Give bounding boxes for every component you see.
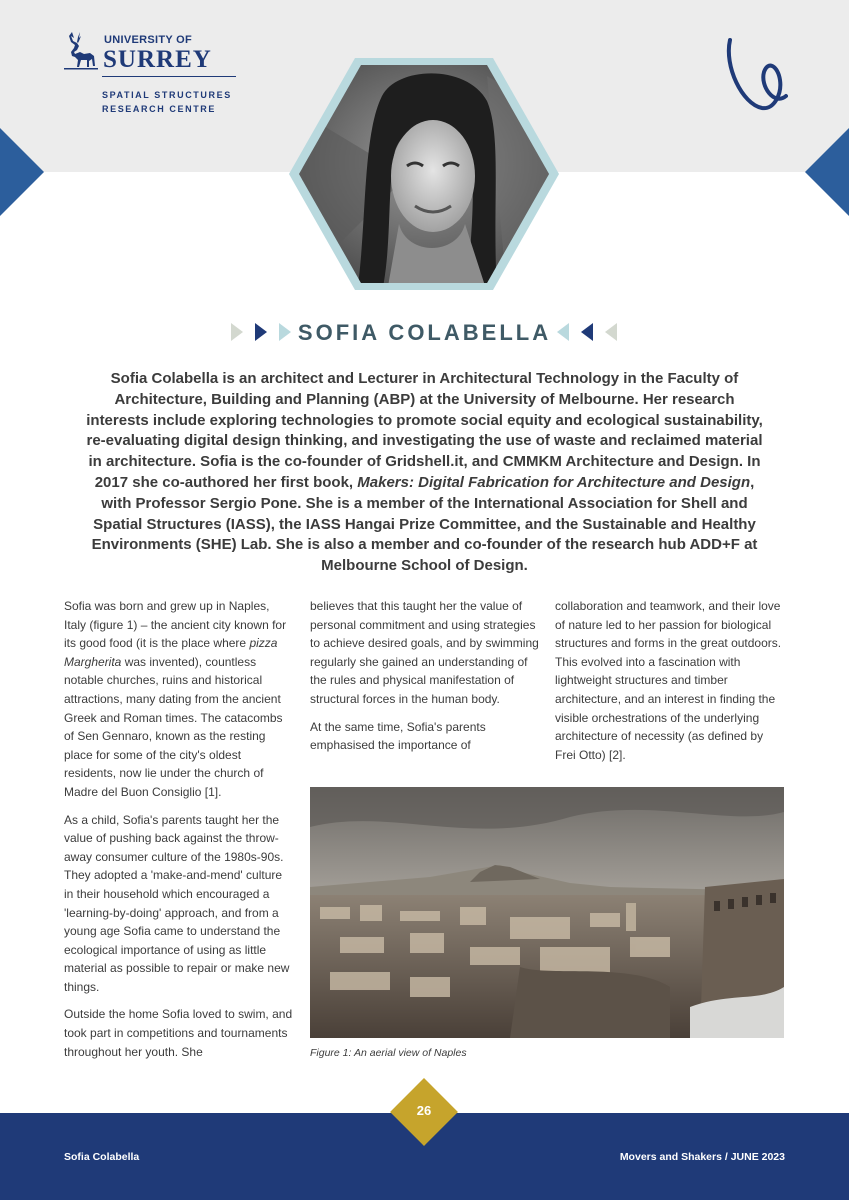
footer-issue-date: JUNE 2023 (730, 1151, 785, 1163)
body-paragraph (64, 597, 294, 802)
footer-publication-name: Movers and Shakers / (619, 1151, 731, 1163)
figure-caption: Figure 1: An aerial view of Naples (310, 1047, 467, 1059)
body-column-3 (555, 597, 785, 773)
logo-centre-name (102, 88, 232, 116)
intro-text-a: Sofia Colabella is an architect and Lecturer in Architectural Technology in the Faculty of Architecture, Building and Planning (ABP) at the University of Melbourne. Her research interests include exploring technologies to promote social equity and ecological sustainability, re-evaluating digital design thinking, and investigating the use of waste and reclaimed material in architecture. Sofia is the co-founder of Gridshell.it, and CMMKM Architecture and Design. In 2017 she co-authored her first book, (86, 370, 763, 491)
stag-icon (64, 30, 100, 70)
body-paragraph: As a child, Sofia's parents taught her the value of pushing back against the throw-away consumer culture of the 1980s-90s. They adopted a 'make-and-mend' culture in their household which encouraged a 'learning-by-doing' approach, and from a young age Sofia came to understand the ecological importance of using as little material as possible to repair or make new things. (64, 812, 290, 994)
right-corner-triangle (805, 128, 849, 216)
left-corner-triangle (0, 128, 44, 216)
naples-aerial-photo (310, 787, 784, 1038)
profile-name: SOFIA COLABELLA (297, 320, 552, 345)
footer-author: Sofia Colabella (64, 1151, 140, 1163)
chevron-left-icon (580, 320, 594, 344)
logo-divider (102, 76, 236, 77)
intro-book-title: Makers: Digital Fabrication for Architecture and Design (357, 473, 751, 491)
intro-paragraph (84, 369, 765, 577)
body-italic-text: pizza Margherita (64, 636, 278, 669)
page-number: 26 (416, 1103, 432, 1118)
body-paragraph: At the same time, Sofia's parents emphasised the importance of (310, 719, 486, 753)
body-text: was invented), countless notable churches, ruins and historical attractions, many dating from the ancient Greek and Roman times. The catacombs of Sen Gennaro, known as the resting place for some of the city's oldest residents, now lie under the church of Madre del Buon Consiglio [1]. (64, 654, 283, 799)
logo-centre-line1: SPATIAL STRUCTURES (102, 90, 232, 100)
chevron-left-icon (604, 320, 618, 344)
logo-centre-line2: RESEARCH CENTRE (102, 104, 217, 114)
body-column-1 (64, 597, 294, 1070)
logo-university-text: UNIVERSITY OF (104, 34, 193, 46)
chevron-left-icon (556, 320, 570, 344)
footer-publication (620, 1151, 785, 1163)
intro-text-b: , with Professor Sergio Pone. She is a member of the International Association for Shell and Spatial Structures (IASS), the IASS Hangai Prize Committee, and the Sustainable and Healthy Environments (SHE) Lab. She is also a member and co-founder of the research hub ADD+F at Melbourne School of Design. (91, 473, 758, 575)
body-paragraph: Outside the home Sofia loved to swim, and took part in competitions and tournaments throughout her youth. She (64, 1007, 293, 1059)
body-paragraph: believes that this taught her the value of personal commitment and using strategies to achieve desired goals, and by swimming regularly she gained an understanding of the rules and physical manifestation of structural forces in the human body. (310, 599, 539, 706)
body-paragraph: collaboration and teamwork, and their love of nature led to her passion for biological structures and forms in the great outdoors. This evolved into a fascination with lightweight structures and timber architecture, and an interest in finding the visible orchestrations of the underlying architecture of necessity (as defined by Frei Otto) [2]. (555, 599, 782, 762)
body-text: Sofia was born and grew up in Naples, Italy (figure 1) – the ancient city known for its good food (it is the place where (64, 599, 287, 651)
brand-v-mark-icon (722, 36, 788, 112)
logo-surrey-text: SURREY (103, 46, 212, 73)
body-column-2 (310, 597, 540, 764)
name-heading-row (0, 318, 849, 346)
portrait-photo (287, 56, 561, 292)
